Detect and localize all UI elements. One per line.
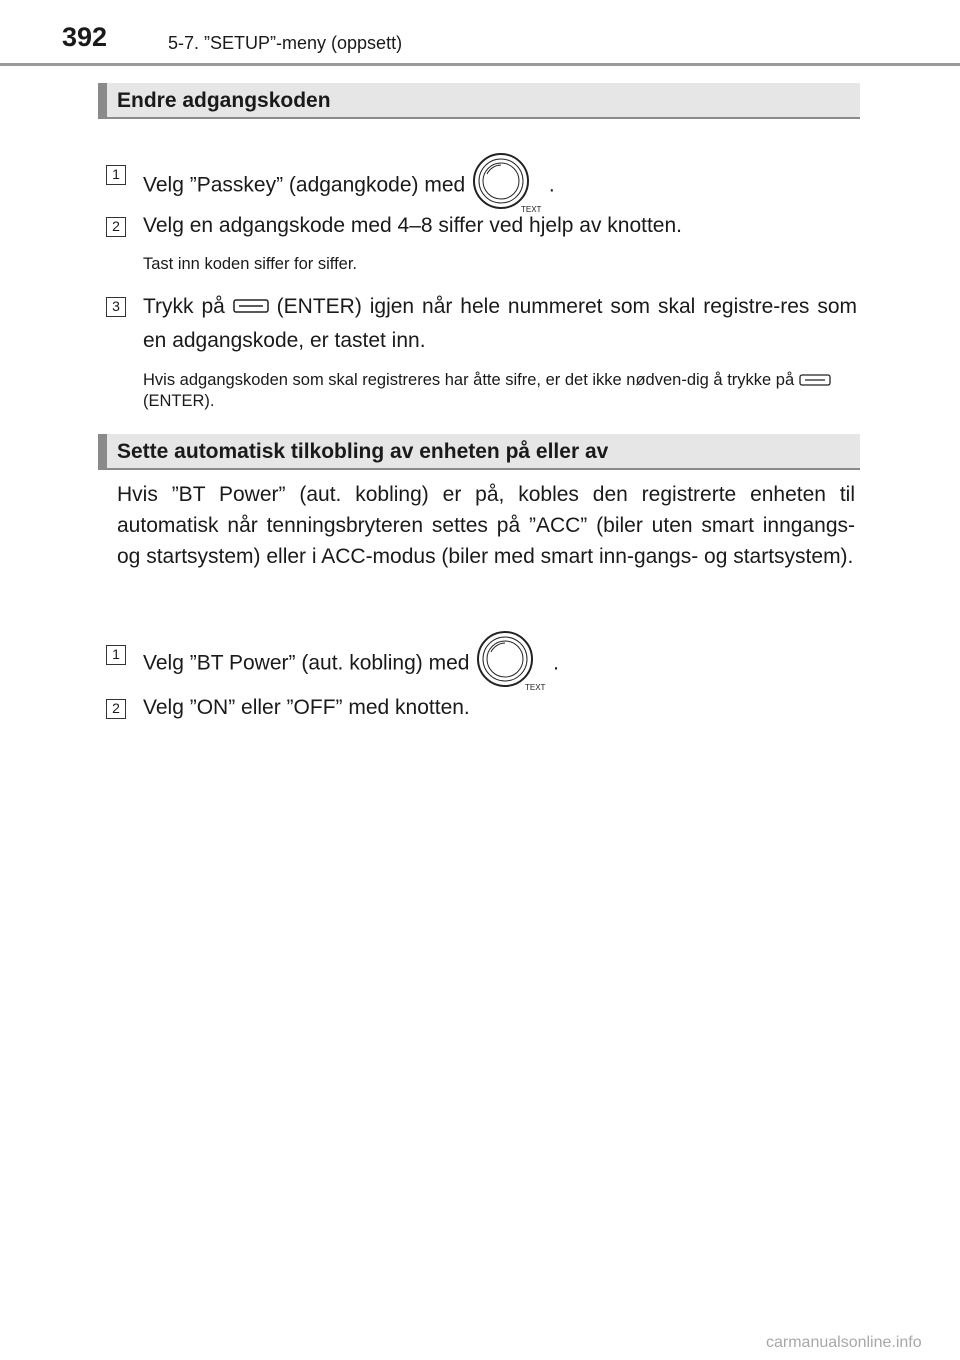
step-label: Velg ”BT Power” (aut. kobling) med [143,651,470,675]
step-number-badge: 3 [106,297,126,317]
step-label-before: Trykk på [143,295,225,318]
header-divider [0,63,960,66]
step-label-after: (ENTER) igjen når hele nummeret som skal registre-res som en adgangskode, er tastet inn. [143,295,857,353]
page-header [0,0,960,62]
step-number-badge: 1 [106,645,126,665]
step-number-badge: 1 [106,165,126,185]
tune-knob-icon [475,630,547,698]
step-note [143,370,857,411]
step-number-badge: 2 [106,699,126,719]
step-text [143,152,555,220]
svg-text:TEXT: TEXT [525,683,546,692]
step-text [143,630,559,698]
step-text: Velg en adgangskode med 4–8 siffer ved hjelp av knotten. [143,214,682,237]
enter-button-icon [799,371,831,391]
note-after: (ENTER). [143,391,215,410]
note-before: Hvis adgangskoden som skal registreres har åtte sifre, er det ikke nødven-dig å trykke på [143,371,795,389]
step-text: Velg ”ON” eller ”OFF” med knotten. [143,696,470,719]
section-paragraph: Hvis ”BT Power” (aut. kobling) er på, kobles den registrerte enheten til automatisk når tenningsbryteren settes på ”ACC” (biler uten smart inngangs- og startsystem) eller i ACC-modus (biler med smart inn-gangs- og startsystem). [117,483,855,568]
tune-knob-icon [471,152,543,220]
step-text [143,290,857,358]
step-suffix: . [553,651,559,675]
enter-button-icon [233,290,269,324]
step-note: Tast inn koden siffer for siffer. [143,255,358,273]
section-heading-change-passkey [98,83,860,119]
section-heading-auto-connect [98,434,860,470]
svg-text:TEXT: TEXT [521,205,542,214]
section-title: Endre adgangskoden [117,89,331,112]
step-label: Velg ”Passkey” (adgangkode) med [143,173,466,197]
step-number-badge: 2 [106,217,126,237]
section-title: Sette automatisk tilkobling av enheten på eller av [117,440,609,463]
chapter-title: 5-7. ”SETUP”-meny (oppsett) [168,33,403,53]
page-number: 392 [62,22,108,52]
watermark: carmanualsonline.info [766,1334,922,1351]
step-suffix: . [548,173,555,197]
